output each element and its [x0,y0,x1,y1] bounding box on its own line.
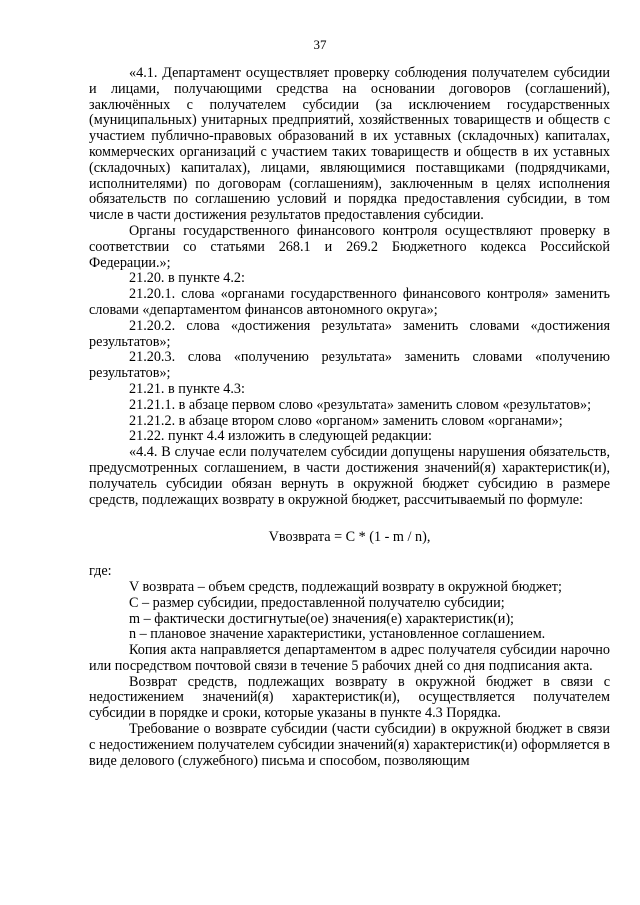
definition-n: n – плановое значение характеристики, установленное соглашением. [129,626,546,643]
definition-v: V возврата – объем средств, подлежащий возврату в окружной бюджет; [129,578,562,595]
paragraph-21-21-1: 21.21.1. в абзаце первом слово «результата» заменить словом «результатов»; [129,396,592,413]
where-label: где: [89,563,112,580]
definition-m: m – фактически достигнутые(ое) значения(е) характеристик(и); [129,610,514,627]
paragraph-21-22: 21.22. пункт 4.4 изложить в следующей редакции: [129,428,432,445]
definition-c: C – размер субсидии, предоставленной получателю субсидии; [129,594,505,611]
paragraph-21-20-1: 21.20.1. слова «органами государственного финансового контроля» заменить словами «департаментом финансов автономного округа»; [89,286,610,318]
page-number: 37 [313,37,327,52]
document-body [89,66,610,769]
formula: Vвозврата = C * (1 - m / n), [268,529,431,546]
paragraph-control-bodies: Органы государственного финансового контроля осуществляют проверку в соответствии со статьями 268.1 и 269.2 Бюджетного кодекса Российской Федерации.»; [89,222,610,271]
paragraph-act-copy: Копия акта направляется департаментом в адрес получателя субсидии нарочно или посредством почтовой связи в течение 5 рабочих дней со дня подписания акта. [89,642,610,674]
paragraph-21-20-2: 21.20.2. слова «достижения результата» заменить словами «достижения результатов»; [89,317,610,350]
paragraph-4-4: «4.4. В случае если получателем субсидии допущены нарушения обязательств, предусмотренных соглашением, в части достижения значений(я) характеристик(и), получатель субсидии обязан вернуть в окружной бюджет субсидию в размере средств, подлежащих возврату в окружной бюджет, рассчитываемый по формуле: [89,444,610,508]
paragraph-4-1: «4.1. Департамент осуществляет проверку соблюдения получателем субсидии и лицами, получающими средства на основании договоров (соглашений), заключённых с получателем субсидии (за исключением государственных (муниципальных) унитарных предприятий, хозяйственных товариществ и обществ с участием публично-правовых образований в их уставных (складочных) капиталах, коммерческих организаций с участием таких товариществ и обществ в их уставных (складочных) капиталах), лицами, являющимися поставщиками (подрядчиками, исполнителями) по договорам (соглашениям), заключенным в целях исполнения обязательств по соглашению условий и порядка предоставления субсидии, в том числе в части достижения результатов предоставления субсидии. [89,65,610,224]
paragraph-return-funds: Возврат средств, подлежащих возврату в окружной бюджет в связи с недостижением значений(я) характеристик(и), осуществляется получателем субсидии в порядке и сроки, которые указаны в пункте 4.3 Порядка. [89,673,610,722]
paragraph-21-20: 21.20. в пункте 4.2: [129,270,245,287]
paragraph-return-requirement: Требование о возврате субсидии (части субсидии) в окружной бюджет в связи с недостижением получателем субсидии значений(я) характеристик(и) оформляется в виде делового (служебного) письма и способом, позволяющим [89,721,610,769]
paragraph-21-20-3: 21.20.3. слова «получению результата» заменить словами «получению результатов»; [89,349,610,382]
paragraph-21-21-2: 21.21.2. в абзаце втором слово «органом» заменить словом «органами»; [129,412,563,429]
paragraph-21-21: 21.21. в пункте 4.3: [129,380,245,397]
